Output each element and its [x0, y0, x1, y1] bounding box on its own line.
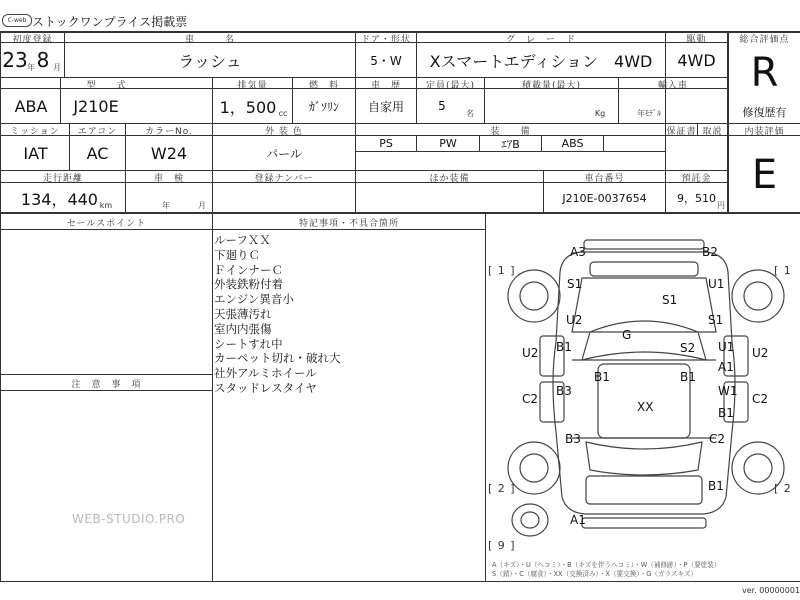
- damage-mark: B1: [556, 340, 572, 354]
- damage-mark: S1: [567, 277, 583, 291]
- spare-tire-shape: [512, 504, 548, 536]
- import-unit: 年ﾓﾃﾞﾙ: [637, 108, 661, 118]
- mileage-label: 走行距離: [42, 174, 83, 184]
- legend-line: S（錆）・C（腐食）・XX（交換済み）・X（要交換）・G（ガラスキズ）: [492, 570, 698, 578]
- damage-mark: A1: [570, 513, 586, 527]
- door-type-label: ドア・形状: [361, 35, 411, 45]
- special-note: 下廻りＣ: [214, 247, 260, 262]
- hood-shape: [572, 278, 716, 332]
- mission-value: IAT: [23, 144, 48, 163]
- car-name-value: ラッシュ: [178, 51, 242, 71]
- load-label: 積載量(最大): [521, 81, 582, 91]
- special-notes-label: 特記事項・不具合箇所: [298, 219, 399, 229]
- other-equipment-label: ほか装備: [429, 174, 470, 184]
- mileage-unit: km: [99, 200, 113, 210]
- interior-score-label: 内装評価: [744, 127, 785, 137]
- model-prefix-value: ABA: [14, 96, 48, 116]
- damage-mark: U2: [522, 346, 539, 360]
- damage-mark: B1: [680, 370, 696, 384]
- damage-mark: XX: [637, 400, 654, 414]
- inspection-label: 車 検: [153, 174, 184, 184]
- special-note: ＦインナーＣ: [214, 262, 283, 277]
- overall-score-label: 総合評価点: [739, 35, 790, 45]
- equipment-item: PS: [379, 137, 393, 150]
- damage-mark: G: [622, 328, 632, 342]
- interior-score-value: E: [751, 152, 778, 198]
- tire-label-spare: [ 9 ]: [488, 539, 516, 552]
- car-name-label: 車 名: [184, 35, 235, 45]
- tire-front-right-shape: [732, 270, 784, 322]
- usage-label: 車 歴: [370, 81, 401, 91]
- damage-mark: C2: [752, 392, 769, 406]
- recycle-fee-unit: 円: [717, 200, 725, 210]
- equipment-item: PW: [439, 137, 457, 150]
- recycle-fee-label: 預託金: [681, 174, 712, 184]
- displacement-unit: cc: [278, 108, 288, 118]
- recycle-fee-value: 9，510: [677, 192, 716, 205]
- chassis-number-label: 車台番号: [584, 174, 625, 184]
- tire-front-left-shape: [508, 270, 560, 322]
- rule: [0, 390, 212, 391]
- reg-number-label: 登録ナンバー: [254, 174, 314, 184]
- chassis-number-value: J210E-0037654: [562, 191, 647, 205]
- warranty-label: 保証書: [666, 127, 697, 137]
- tire-label-front-left: [ 1 ]: [488, 264, 516, 277]
- damage-mark: B3: [556, 384, 572, 398]
- manual-label: 取説: [702, 127, 723, 137]
- damage-mark: A3: [570, 245, 586, 259]
- damage-mark: C2: [709, 432, 726, 446]
- c-web-logo: C-web: [2, 14, 32, 27]
- inspection-year: 年: [162, 200, 170, 210]
- damage-mark: S1: [708, 313, 724, 327]
- capacity-value: 5: [438, 99, 446, 113]
- tire-label-front-right: [ 1: [774, 264, 792, 277]
- equipment-label: 装 備: [490, 127, 531, 137]
- rule: [0, 374, 212, 375]
- first-reg-month-unit: 月: [53, 62, 61, 72]
- damage-mark: B2: [702, 245, 718, 259]
- special-note: スタッドレスタイヤ: [214, 380, 317, 395]
- damage-mark: B3: [565, 432, 581, 446]
- first-reg-year-unit: 年: [27, 62, 35, 72]
- fuel-value: ｶﾞｿﾘﾝ: [308, 99, 339, 114]
- import-label: 輸入車: [657, 81, 688, 91]
- front-bumper-shape: [584, 240, 704, 249]
- special-note: 社外アルミホイール: [214, 366, 317, 381]
- damage-mark: U1: [708, 277, 725, 291]
- damage-mark: C2: [522, 392, 539, 406]
- equipment-item: ABS: [561, 137, 584, 150]
- damage-mark: S1: [662, 293, 678, 307]
- tire-label-rear-left: [ 2 ]: [488, 482, 516, 495]
- damage-mark: U2: [566, 313, 583, 327]
- color-no-value: W24: [150, 144, 188, 163]
- drive-value: 4WD: [677, 50, 716, 70]
- damage-mark: A1: [718, 360, 734, 374]
- rule: [355, 151, 665, 152]
- legend-line: A（キズ）・U（ヘコミ）・B（キズを伴うヘコミ）・W（補修跡）・P（要塗装）: [492, 561, 721, 569]
- exterior-color-value: パール: [266, 147, 302, 161]
- fuel-label: 燃 料: [308, 81, 339, 91]
- usage-value: 自家用: [367, 99, 404, 114]
- first-reg-label: 初度登録: [12, 35, 53, 45]
- tire-label-rear-right: [ 2: [774, 482, 792, 495]
- special-note: シートすれ中: [214, 336, 283, 351]
- aircon-label: エアコン: [77, 127, 118, 137]
- damage-mark: B1: [718, 406, 734, 420]
- special-note: ルーフＸＸ: [214, 233, 271, 247]
- first-reg-month: 8: [36, 48, 50, 72]
- rule: [603, 135, 604, 152]
- damage-mark: B1: [708, 479, 724, 493]
- special-notes-list: [214, 233, 341, 396]
- damage-code-legend: [492, 561, 797, 579]
- rear-window-shape: [586, 442, 702, 475]
- sales-point-label: セールスポイント: [66, 219, 147, 229]
- first-reg-year: 23: [2, 48, 28, 72]
- rule: [212, 213, 213, 581]
- load-unit: Kg: [594, 108, 606, 118]
- equipment-item: ｴｱB: [501, 137, 520, 151]
- version-label: ver. 00000001: [742, 586, 800, 595]
- special-note: 天張薄汚れ: [214, 306, 272, 321]
- special-note: 外装鉄粉付着: [214, 277, 283, 292]
- displacement-label: 排気量: [237, 81, 268, 91]
- rule: [0, 229, 485, 230]
- rule: [0, 212, 800, 214]
- tire-rear-left-shape: [508, 442, 560, 494]
- rule: [0, 31, 1, 581]
- model-value: J210E: [73, 96, 119, 116]
- hood-front-shape: [590, 262, 698, 276]
- overall-score-value: R: [750, 50, 779, 96]
- inspection-month: 月: [198, 200, 206, 210]
- aircon-value: AC: [86, 144, 109, 163]
- exterior-color-label: 外 装 色: [265, 127, 303, 137]
- repair-history-value: 修復歴有: [742, 106, 787, 119]
- special-note: 室内内張傷: [214, 321, 272, 336]
- grade-label: グ レ ー ド: [505, 35, 576, 45]
- door-type-value: 5・W: [370, 53, 402, 68]
- capacity-unit: 名: [466, 108, 474, 118]
- capacity-label: 定員(最大): [425, 81, 476, 91]
- model-label: 型 式: [86, 81, 127, 91]
- mission-label: ミッション: [10, 127, 60, 137]
- sheet-title: ストックワンプライス掲載票: [32, 15, 188, 29]
- damage-mark: S2: [680, 341, 696, 355]
- color-no-label: カラーNo.: [145, 127, 193, 137]
- rear-bumper-shape: [582, 518, 706, 528]
- special-note: エンジン異音小: [214, 292, 294, 307]
- displacement-value: 1，500: [219, 97, 277, 117]
- drive-label: 駆動: [686, 35, 707, 45]
- mileage-value: 134，440: [20, 189, 98, 209]
- damage-mark: U2: [752, 346, 769, 360]
- grade-value: Xスマートエディション 4WD: [429, 51, 653, 71]
- damage-mark: U1: [718, 340, 735, 354]
- caution-label: 注 意 事 項: [71, 380, 142, 390]
- watermark: WEB-STUDIO.PRO: [72, 512, 186, 526]
- rear-hatch-shape: [586, 476, 702, 504]
- damage-mark: W1: [718, 384, 738, 398]
- special-note: カーペット切れ・破れ大: [214, 351, 341, 366]
- rule: [0, 581, 800, 582]
- damage-mark: B1: [594, 370, 610, 384]
